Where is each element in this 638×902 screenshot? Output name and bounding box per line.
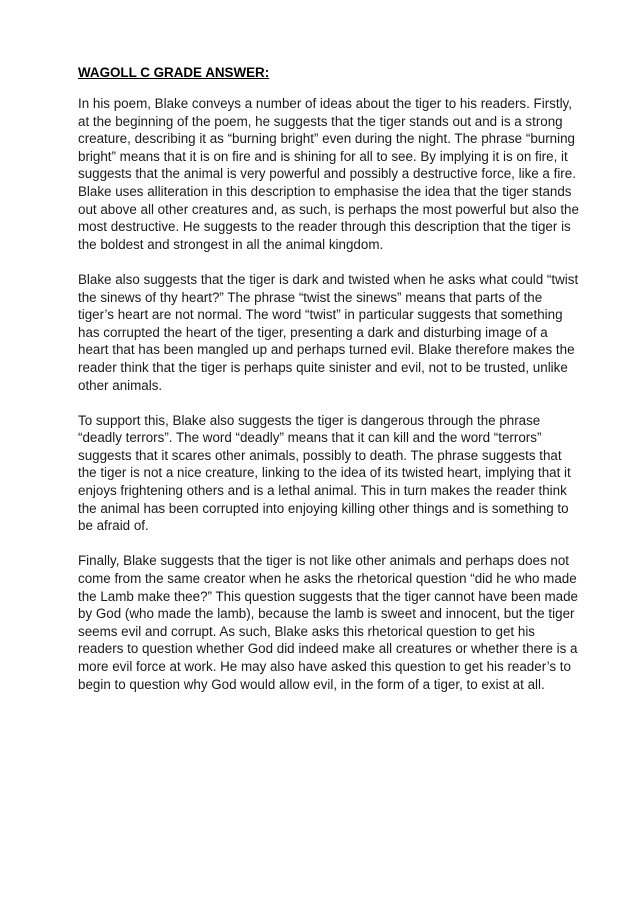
paragraph-deadly-terrors: To support this, Blake also suggests the tiger is dangerous through the phrase “deadly terrors”. The word “deadly” means that it can kill and the word “terrors” suggests that it scares other animals, possibly to death. The phrase suggests that the tiger is not a nice creature, linking to the idea of its twisted heart, implying that it enjoys frightening others and is a lethal animal. This in turn makes the reader think the animal has been corrupted into enjoying killing other things and is something to be afraid of. <box>78 412 571 534</box>
paragraph-burning-bright: In his poem, Blake conveys a number of ideas about the tiger to his readers. Firstly, at the beginning of the poem, he suggests that the tiger stands out and is a strong creature, describing it as “burning bright” even during the night. The phrase “burning bright” means that it is on fire and is shining for all to see. By implying it is on fire, it suggests that the animal is very powerful and possibly a destructive force, like a fire. Blake uses alliteration in this description to emphasise the idea that the tiger stands out above all other creatures and, as such, is perhaps the most powerful but also the most destructive. He suggests to the reader through this description that the tiger is the boldest and strongest in all the animal kingdom. <box>78 96 579 252</box>
paragraph-lamb-question: Finally, Blake suggests that the tiger is not like other animals and perhaps does not come from the same creator when he asks the rhetorical question “did he who made the Lamb make thee?” This question suggests that the tiger cannot have been made by God (who made the lamb), because the lamb is sweet and innocent, but the tiger seems evil and corrupt. As such, Blake asks this rhetorical question to get his readers to question whether God did indeed make all creatures or whether there is a more evil force at work. He may also have asked this question to get his reader’s to begin to question why God would allow evil, in the form of a tiger, to exist at all. <box>78 553 578 692</box>
paragraph-twist-the-sinews: Blake also suggests that the tiger is dark and twisted when he asks what could “twist the sinews of thy heart?” The phrase “twist the sinews” means that parts of the tiger’s heart are not normal. The word “twist” in particular suggests that something has corrupted the heart of the tiger, presenting a dark and disturbing image of a heart that has been mangled up and perhaps turned evil. Blake therefore makes the reader think that the tiger is perhaps quite sinister and evil, not to be trusted, unlike other animals. <box>78 271 579 393</box>
document-title: WAGOLL C GRADE ANSWER: <box>78 65 270 80</box>
